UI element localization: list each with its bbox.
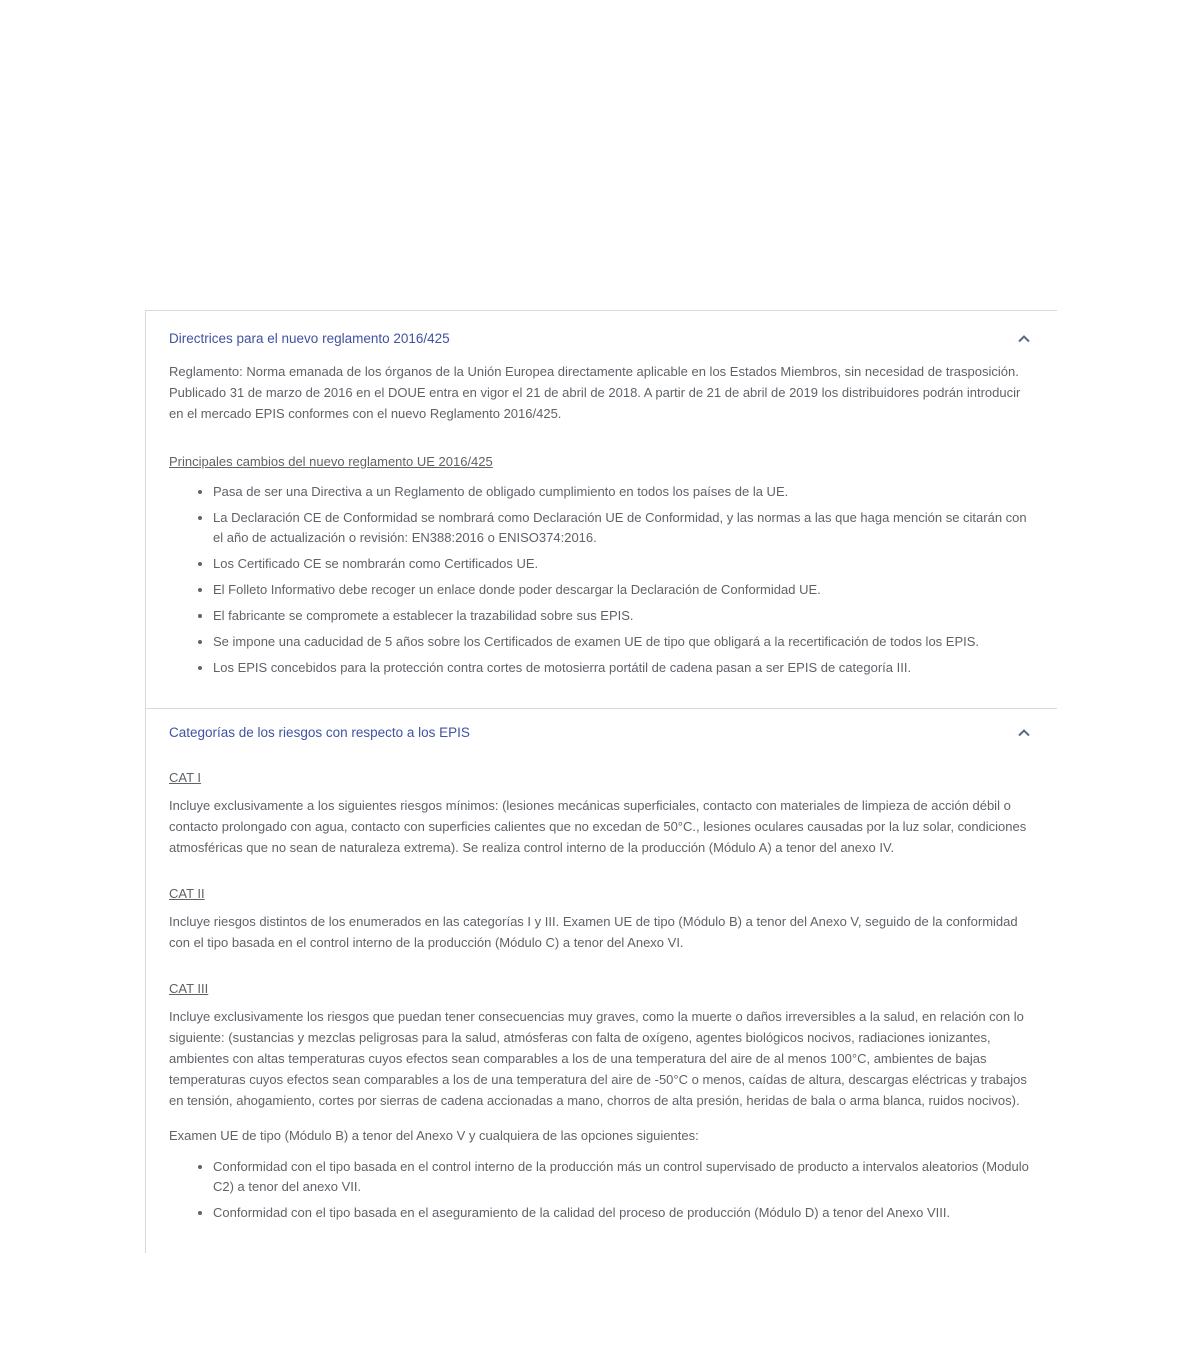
accordion-panel bbox=[145, 310, 1057, 1253]
section-directrices bbox=[146, 311, 1057, 708]
bullet-item: • El fabricante se compromete a establecer la trazabilidad sobre sus EPIS. bbox=[213, 606, 1033, 626]
changes-bullet-list bbox=[169, 482, 1033, 678]
bullet-item: • Se impone una caducidad de 5 años sobre los Certificados de examen UE de tipo que obligará a la recertificación de todos los EPIS. bbox=[213, 632, 1033, 652]
cat-iii-exam-paragraph: Examen UE de tipo (Módulo B) a tenor del Anexo V y cualquiera de las opciones siguientes: bbox=[169, 1128, 699, 1143]
cat-i-heading: CAT I bbox=[169, 770, 202, 785]
bullet-item: • El Folleto Informativo debe recoger un enlace donde poder descargar la Declaración de Conformidad UE. bbox=[213, 580, 1033, 600]
section-categorias bbox=[146, 708, 1057, 1253]
bullet-item: • Conformidad con el tipo basada en el control interno de la producción más un control supervisado de producto a intervalos aleatorios (Modulo C2) a tenor del anexo VII. bbox=[213, 1157, 1033, 1197]
section-header-categorias[interactable] bbox=[169, 724, 1033, 742]
cat-iii-heading: CAT III bbox=[169, 981, 209, 996]
section-header-directrices[interactable] bbox=[169, 330, 1033, 348]
cat-iii-bullet-list bbox=[169, 1157, 1033, 1223]
bullet-item: • Los EPIS concebidos para la protección contra cortes de motosierra portátil de cadena pasan a ser EPIS de categoría III. bbox=[213, 658, 1033, 678]
cat-i-paragraph: Incluye exclusivamente a los siguientes riesgos mínimos: (lesiones mecánicas superficiales, contacto con materiales de limpieza de acción débil o contacto prolongado con agua, contacto con superficies calientes que no excedan de 50°C., lesiones oculares causadas por la luz solar, condiciones atmosféricas que no sean de naturaleza extrema). Se realiza control interno de la producción (Módulo A) a tenor del anexo IV. bbox=[169, 798, 1027, 855]
subheading-principales-cambios: Principales cambios del nuevo reglamento UE 2016/425 bbox=[169, 454, 493, 469]
bullet-item: • Conformidad con el tipo basada en el aseguramiento de la calidad del proceso de producción (Módulo D) a tenor del Anexo VIII. bbox=[213, 1203, 1033, 1223]
bullet-item: • Pasa de ser una Directiva a un Reglamento de obligado cumplimiento en todos los países de la UE. bbox=[213, 482, 1033, 502]
section-title: Directrices para el nuevo reglamento 2016/425 bbox=[169, 331, 450, 346]
section-title: Categorías de los riesgos con respecto a los EPIS bbox=[169, 725, 470, 740]
bullet-item: • Los Certificado CE se nombrarán como Certificados UE. bbox=[213, 554, 1033, 574]
intro-paragraph: Reglamento: Norma emanada de los órganos de la Unión Europea directamente aplicable en los Estados Miembros, sin necesidad de trasposición. Publicado 31 de marzo de 2016 en el DOUE entra en vigor el 21 de abril de 2018. A partir de 21 de abril de 2019 los distribuidores podrán introducir en el mercado EPIS conformes con el nuevo Reglamento 2016/425. bbox=[169, 364, 1021, 421]
cat-ii-paragraph: Incluye riesgos distintos de los enumerados en las categorías I y III. Examen UE de tipo (Módulo B) a tenor del Anexo V, seguido de la conformidad con el tipo basada en el control interno de la producción (Módulo C) a tenor del Anexo VI. bbox=[169, 914, 1018, 950]
chevron-up-icon[interactable] bbox=[1015, 330, 1033, 348]
chevron-up-icon[interactable] bbox=[1015, 724, 1033, 742]
bullet-item: • La Declaración CE de Conformidad se nombrará como Declaración UE de Conformidad, y las normas a las que haga mención se citarán con el año de actualización o revisión: EN388:2016 o ENISO374:2016. bbox=[213, 508, 1033, 548]
cat-iii-paragraph: Incluye exclusivamente los riesgos que puedan tener consecuencias muy graves, como la muerte o daños irreversibles a la salud, en relación con lo siguiente: (sustancias y mezclas peligrosas para la salud, atmósferas con falta de oxígeno, agentes biológicos nocivos, radiaciones ionizantes, ambientes con altas temperaturas cuyos efectos sean comparables a los de una temperatura del aire de al menos 100°C, ambientes de bajas temperaturas cuyos efectos sean comparables a los de una temperatura del aire de -50°C o menos, caídas de altura, descargas eléctricas y trabajos en tensión, ahogamiento, cortes por sierras de cadena accionadas a mano, chorros de alta presión, heridas de bala o arma blanca, ruidos nocivos). bbox=[169, 1009, 1027, 1108]
cat-ii-heading: CAT II bbox=[169, 886, 205, 901]
